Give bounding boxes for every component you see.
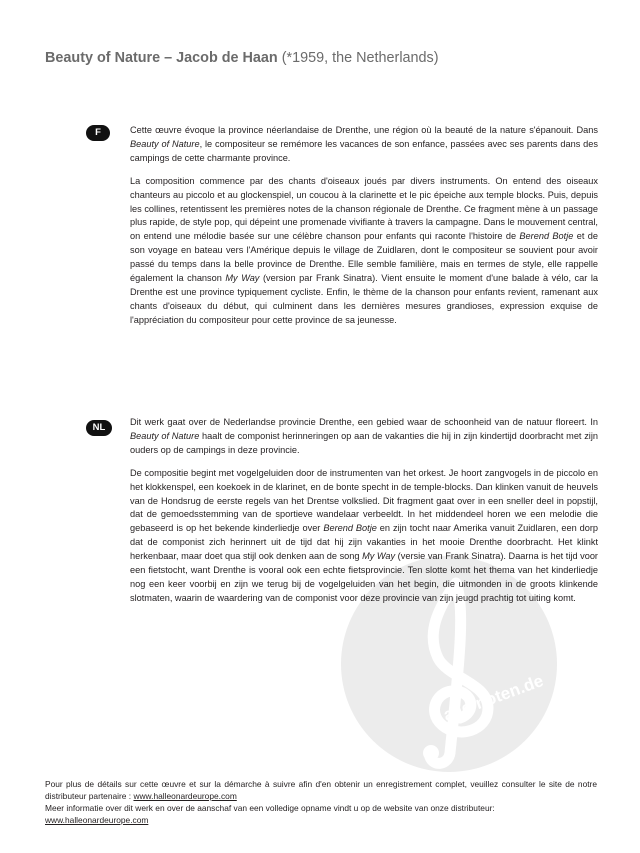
italic-title: Berend Botje bbox=[519, 231, 574, 242]
language-badge-nl: NL bbox=[86, 420, 112, 436]
italic-title: My Way bbox=[362, 551, 396, 562]
french-paragraph-1 bbox=[130, 124, 598, 166]
text-run: (version par Frank Sinatra). Vient ensuite le moment d'une balade à vélo, car la Drenthe est une province typiquement cycliste. Enfin, le thème de la chanson pour enfants revient, ramenant aux chants d'oiseaux du début, qui culminent dans les dernières mesures grandioses, expression exquise de l'appréciation du compositeur pour cette province de sa jeunesse. bbox=[130, 273, 599, 325]
text-run: La composition commence par des chants d'oiseaux joués par divers instruments. On entend des oiseaux chanteurs au piccolo et au glockenspiel, un coucou à la clarinette et le pic épeiche aux temple blocks. Puis, depuis les collines, retentissent les premières notes de la chanson régionale de Drenthe. Ce fragment mène à un passage plus rapide, de style pop, qui dépeint une promenade vivifiante à travers la campagne. Dans le mouvement central, on entend une mélodie basée sur une célèbre chanson pour enfants qui raconte l'histoire de bbox=[130, 175, 598, 242]
footer bbox=[45, 778, 597, 826]
french-paragraph-2 bbox=[130, 175, 598, 328]
text-run: et de son voyage en bateau vers l'Amérique depuis le village de Zuidlaren, dont le compositeur se souvient pour avoir passé du temps dans la belle province de Drenthe. Elle semble familière, mais en termes de style, elle rappelle également la chanson bbox=[130, 231, 598, 284]
text-run: haalt de componist herinneringen op aan de vakanties die hij in zijn kindertijd doorbracht met zijn ouders op de campings in deze provincie. bbox=[130, 430, 598, 455]
french-section bbox=[130, 124, 598, 337]
title-main: Beauty of Nature – Jacob de Haan bbox=[45, 50, 278, 66]
watermark-text: alle-noten.de bbox=[440, 671, 546, 725]
italic-title: Beauty of Nature bbox=[130, 430, 200, 441]
title-subtitle: (*1959, the Netherlands) bbox=[281, 50, 439, 66]
text-run: (versie van Frank Sinatra). Daarna is het tijd voor een fietstocht, want Drenthe is vooral ook een echte fietsprovincie. Ten slotte komt het thema van het kinderliedje nog een keer voorbij en zijn we terug bij de vogelgeluiden van het begin, die uitmonden in de groots klinkende slotmaten, waarin de waardering van de componist voor deze provincie van zijn jeugd prachtig tot uiting komt. bbox=[130, 551, 598, 603]
dutch-paragraph-2 bbox=[130, 467, 598, 606]
italic-title: Beauty of Nature bbox=[130, 138, 200, 149]
italic-title: Berend Botje bbox=[323, 523, 377, 534]
footer-line-fr bbox=[45, 778, 597, 802]
footer-text: Pour plus de détails sur cette œuvre et sur la démarche à suivre afin d'en obtenir un enregistrement complet, veuillez consulter le site de notre distributeur partenaire : bbox=[45, 779, 597, 801]
distributor-link-nl[interactable]: www.halleonardeurope.com bbox=[45, 815, 149, 825]
text-run: en zijn tocht naar Amerika vanuit Zuidlaren, een dorp dat de componist zich herinnert uit de tijd dat hij zijn vakanties in het mooie Drenthe doorbracht. Het klinkt herkenbaar, maar doet qua stijl ook denken aan de song bbox=[130, 523, 599, 562]
footer-text: Meer informatie over dit werk en over de aanschaf van een volledige opname vindt u op de website van onze distributeur: bbox=[45, 803, 495, 813]
italic-title: My Way bbox=[225, 273, 260, 284]
text-run: Cette œuvre évoque la province néerlandaise de Drenthe, une région où la beauté de la nature s'épanouit. Dans bbox=[130, 125, 598, 135]
dutch-section bbox=[130, 416, 598, 615]
page-title bbox=[45, 50, 439, 66]
text-run: , le compositeur se remémore les vacances de son enfance, passées avec ses parents dans des campings de cette charmante province. bbox=[130, 138, 598, 163]
language-badge-fr: F bbox=[86, 125, 110, 141]
text-run: De compositie begint met vogelgeluiden door de instrumenten van het orkest. Je hoort zangvogels in de piccolo en het klokkenspel, een koekoek in de klarinet, en de bonte specht in de temple-blocks. Dan klinken vanuit de heuvels van de Hondsrug de eerste regels van het Drentse volkslied. Dit fragment gaat over in een sneller deel in popstijl, dat de gemoedsstemming van de sportieve wandelaar verbeeldt. In het middendeel horen we een melodie die gebaseerd is op het bekende kinderliedje over bbox=[130, 467, 598, 534]
text-run: Dit werk gaat over de Nederlandse provincie Drenthe, een gebied waar de schoonheid van de natuur floreert. In bbox=[130, 417, 598, 427]
distributor-link-fr[interactable]: www.halleonardeurope.com bbox=[133, 791, 237, 801]
footer-line-nl bbox=[45, 802, 597, 826]
dutch-paragraph-1 bbox=[130, 416, 598, 458]
